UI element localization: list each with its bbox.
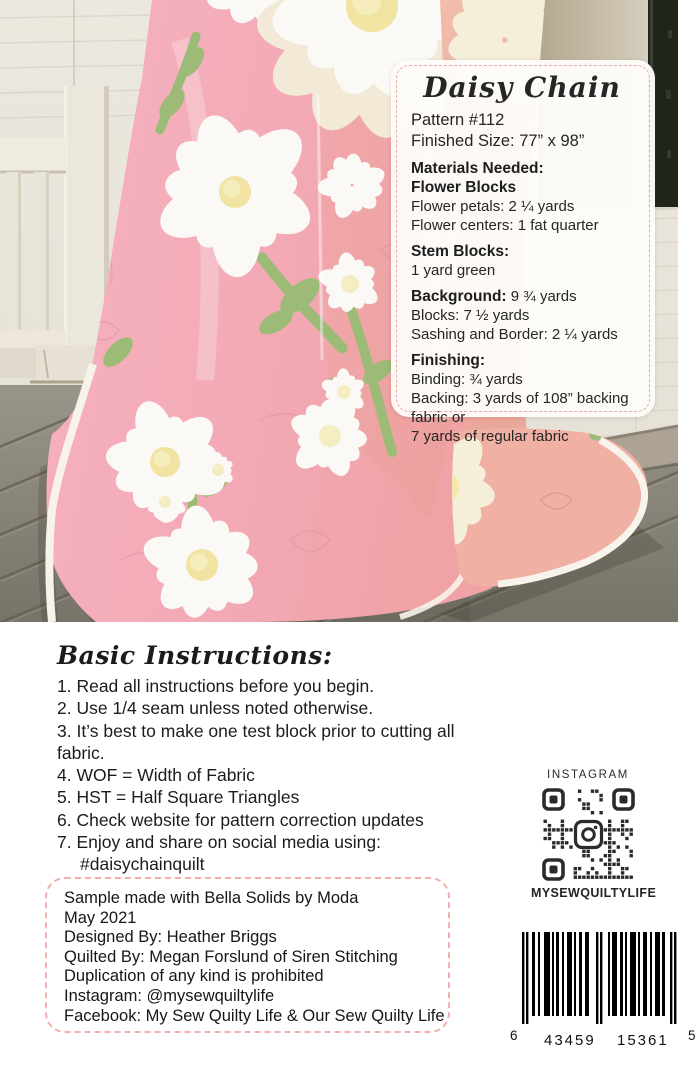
background-heading: Background: (411, 288, 507, 305)
finished-size: Finished Size: 77” x 98” (411, 132, 585, 150)
credit-line: Sample made with Bella Solids by Moda (64, 889, 359, 907)
hashtag: #daisychainquilt (80, 854, 205, 875)
instagram-qr-block (531, 769, 657, 900)
instruction-item: 1. Read all instructions before you begin. (57, 676, 375, 696)
instruction-item: 7. Enjoy and share on social media using: (57, 832, 381, 853)
binding-line: Binding: ¾ yards (411, 371, 523, 388)
credit-line: Duplication of any kind is prohibited (64, 967, 324, 986)
credit-line: Facebook: My Sew Quilty Life & Our Sew Quilty Life (64, 1006, 445, 1025)
blocks-line: Blocks: 7 ½ yards (411, 307, 530, 324)
upc-barcode (504, 926, 698, 1054)
barcode-right-digit: 5 (688, 1028, 696, 1043)
background-line (411, 287, 643, 306)
barcode-left-digit: 6 (510, 1028, 518, 1043)
barcode-bars-icon (504, 926, 698, 1026)
instruction-item: 6. Check website for pattern correction updates (57, 809, 424, 830)
credit-line: Quilted By: Megan Forslund of Siren Stitching (64, 947, 398, 966)
pattern-number: Pattern #112 (411, 111, 505, 129)
flower-blocks-heading: Flower Blocks (411, 179, 517, 196)
credit-line: May 2021 (64, 908, 137, 927)
barcode-group-2: 15361 (617, 1032, 669, 1049)
instruction-item: 4. WOF = Width of Fabric (57, 765, 255, 786)
credits-box (45, 877, 450, 1033)
instagram-qr-code-icon (540, 786, 637, 883)
instagram-label: INSTAGRAM (547, 769, 629, 781)
backing-line-1: Backing: 3 yards of 108” backing fabric or (411, 390, 629, 426)
instruction-item: 3. It’s best to make one test block prior to cutting all fabric. (57, 720, 455, 763)
instruction-item: 5. HST = Half Square Triangles (57, 787, 300, 808)
basic-instructions-list (57, 675, 497, 876)
flower-petals-line: Flower petals: 2 ¼ yards (411, 198, 575, 215)
stem-line: 1 yard green (411, 262, 496, 279)
flower-centers-line: Flower centers: 1 fat quarter (411, 217, 599, 234)
backing-line-2: 7 yards of regular fabric (411, 428, 569, 445)
finishing-heading: Finishing: (411, 352, 486, 369)
pattern-title: Daisy Chain (423, 71, 621, 104)
instagram-handle: MYSEWQUILTYLIFE (531, 886, 657, 900)
credit-line: Instagram: @mysewquiltylife (64, 986, 275, 1005)
background-value: 9 ¾ yards (506, 288, 577, 305)
basic-instructions-heading: Basic Instructions: (57, 641, 333, 670)
stem-blocks-heading: Stem Blocks: (411, 243, 510, 260)
instruction-item: 2. Use 1/4 seam unless noted otherwise. (57, 698, 374, 719)
materials-heading: Materials Needed: (411, 160, 544, 177)
barcode-group-1: 43459 (544, 1032, 596, 1049)
pattern-info-card (391, 60, 655, 445)
credit-line: Designed By: Heather Briggs (64, 928, 277, 947)
sashing-line: Sashing and Border: 2 ¼ yards (411, 326, 618, 343)
